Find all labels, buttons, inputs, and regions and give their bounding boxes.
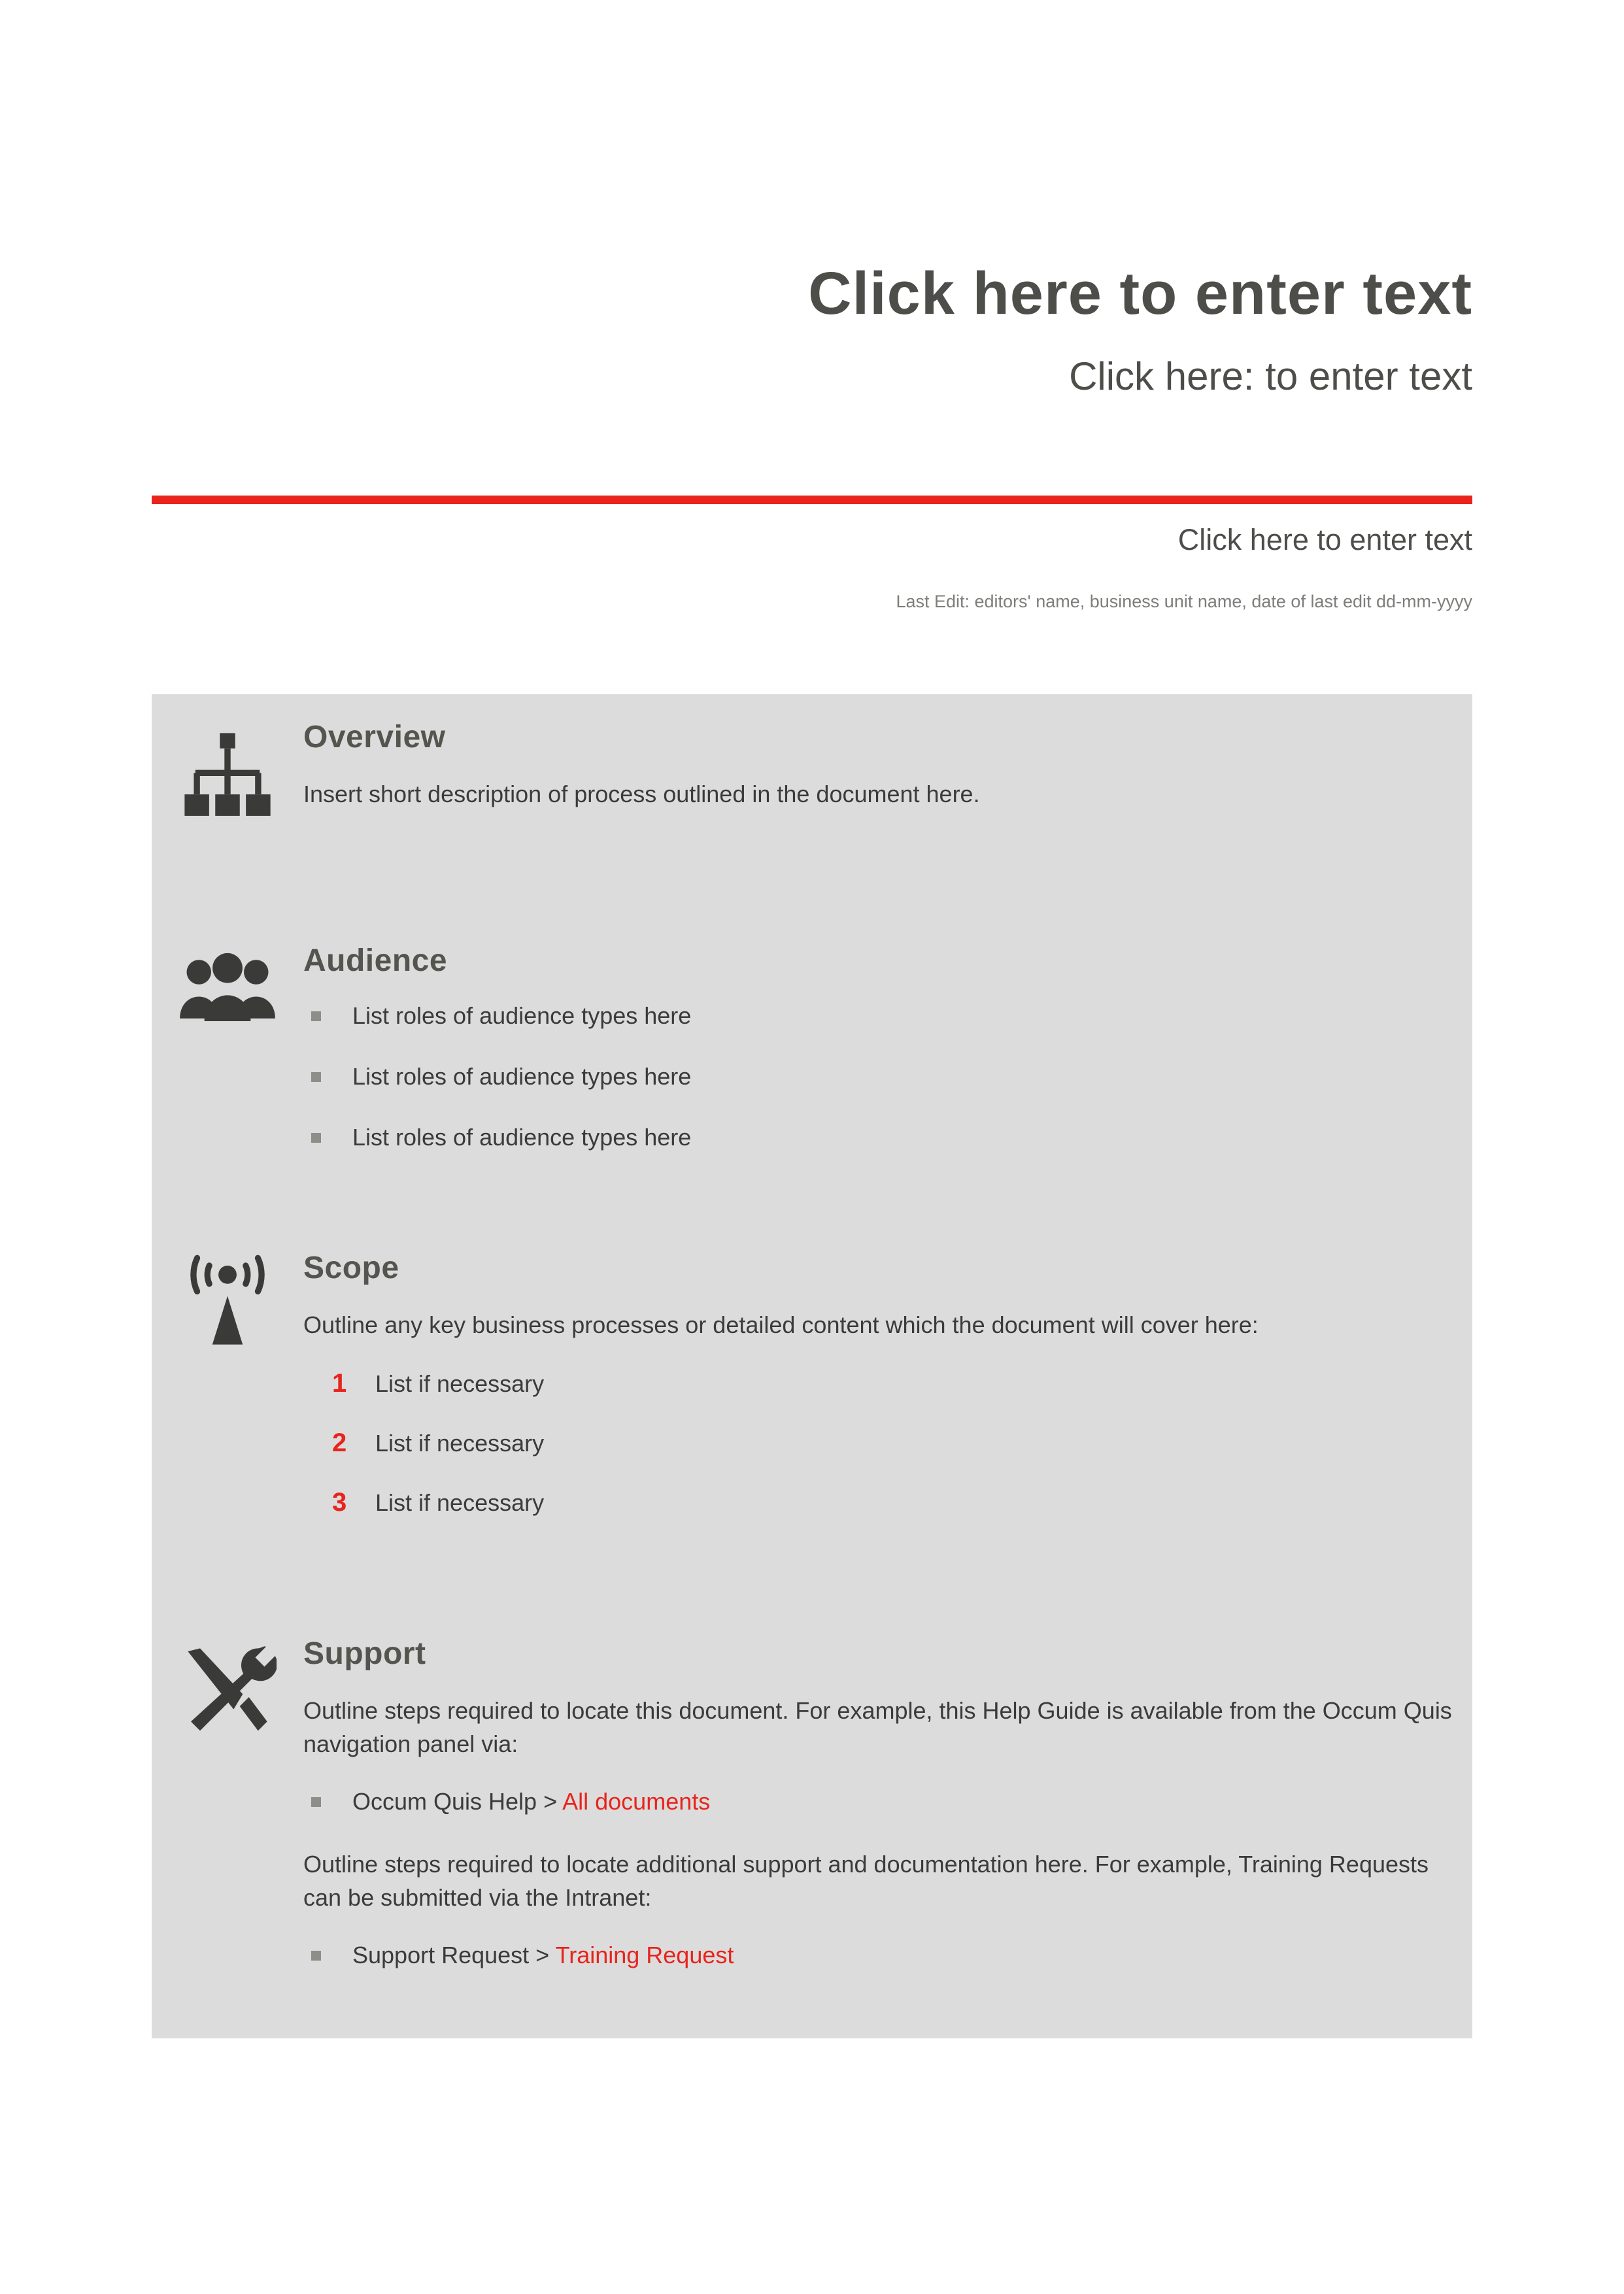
bullet-marker-icon (311, 1133, 321, 1143)
list-item-label: List roles of audience types here (352, 1062, 692, 1090)
page-title[interactable]: Click here to enter text (808, 260, 1472, 327)
org-chart-icon (152, 727, 303, 825)
audience-list (303, 1001, 1454, 1153)
scope-body (303, 1250, 1454, 1547)
section-title-overview: Overview (303, 720, 446, 754)
list-item-label: List if necessary (375, 1370, 545, 1398)
bullet-marker-icon (311, 1951, 321, 1961)
scope-description[interactable]: Outline any key business processes or detailed content which the document will cover here: (303, 1311, 1259, 1338)
list-item-label: List if necessary (375, 1489, 545, 1516)
page-subtitle[interactable]: Click here: to enter text (1069, 354, 1472, 399)
training-request-link[interactable]: Training Request (555, 1942, 734, 1969)
support-path-prefix: Support Request > (352, 1942, 556, 1969)
tools-icon (152, 1642, 303, 1734)
section-title-scope: Scope (303, 1251, 399, 1285)
list-item[interactable] (303, 1940, 1454, 1971)
support-paragraph-1[interactable]: Outline steps required to locate this document. For example, this Help Guide is available from the Occum Quis navigation panel via: (303, 1697, 1452, 1758)
section-title-audience: Audience (303, 943, 448, 978)
audience-body (303, 943, 1454, 1183)
list-item[interactable] (303, 1122, 1454, 1153)
bullet-marker-icon (311, 1011, 321, 1021)
list-number: 2 (332, 1428, 347, 1457)
list-item-label: List if necessary (375, 1429, 545, 1457)
list-item[interactable] (303, 1369, 1454, 1400)
support-path-list-1 (303, 1787, 1454, 1817)
list-item[interactable] (303, 1428, 1454, 1459)
scope-numbered-list (303, 1369, 1454, 1518)
all-documents-link[interactable]: All documents (562, 1788, 711, 1815)
list-item[interactable] (303, 1488, 1454, 1519)
list-number: 3 (332, 1487, 347, 1517)
overview-description[interactable]: Insert short description of process outlined in the document here. (303, 781, 980, 807)
list-item-label: List roles of audience types here (352, 1002, 692, 1029)
people-group-icon (152, 949, 303, 1028)
list-number: 1 (332, 1369, 347, 1398)
support-paragraph-2[interactable]: Outline steps required to locate additional support and documentation here. For example, Training Requests can be submitted via the Intranet: (303, 1851, 1429, 1912)
content-panel (152, 694, 1472, 2038)
header-divider (152, 496, 1472, 504)
overview-body (303, 719, 1454, 830)
support-body (303, 1636, 1454, 2001)
support-path-list-2 (303, 1940, 1454, 1971)
broadcast-tower-icon (152, 1250, 303, 1348)
last-edit-note: Last Edit: editors' name, business unit name, date of last edit dd-mm-yyyy (896, 592, 1472, 611)
support-path-prefix: Occum Quis Help > (352, 1788, 563, 1815)
document-header (152, 261, 1472, 399)
bullet-marker-icon (311, 1797, 321, 1807)
bullet-marker-icon (311, 1072, 321, 1082)
section-title-support: Support (303, 1636, 426, 1671)
list-item[interactable] (303, 1062, 1454, 1092)
list-item-label: List roles of audience types here (352, 1123, 692, 1151)
list-item[interactable] (303, 1001, 1454, 1032)
page-tertiary-line[interactable]: Click here to enter text (1177, 523, 1472, 556)
list-item[interactable] (303, 1787, 1454, 1817)
